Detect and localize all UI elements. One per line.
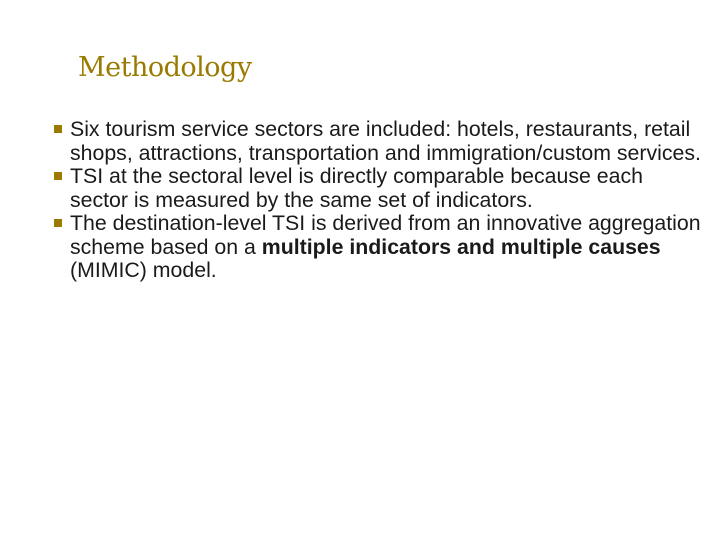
slide-title: Methodology — [78, 52, 252, 83]
bullet-item — [52, 212, 702, 283]
square-bullet-icon — [54, 219, 62, 227]
square-bullet-icon — [54, 125, 62, 133]
bullet-item — [52, 165, 702, 212]
bullet-text-before: The destination-level TSI is derived from an innovative aggregation scheme based on a — [70, 211, 701, 259]
bullet-text-bold: multiple indicators and multiple causes — [261, 234, 661, 259]
bullet-text: Six tourism service sectors are included: hotels, restaurants, retail shops, attractions, transportation and immigration/custom services. — [70, 117, 701, 165]
bullet-text: TSI at the sectoral level is directly comparable because each sector is measured by the same set of indicators. — [70, 164, 643, 212]
square-bullet-icon — [54, 172, 62, 180]
bullet-text — [70, 211, 701, 282]
bullet-text-after: (MIMIC) model. — [70, 258, 217, 282]
bullet-item — [52, 118, 702, 165]
bullet-list — [52, 118, 702, 283]
